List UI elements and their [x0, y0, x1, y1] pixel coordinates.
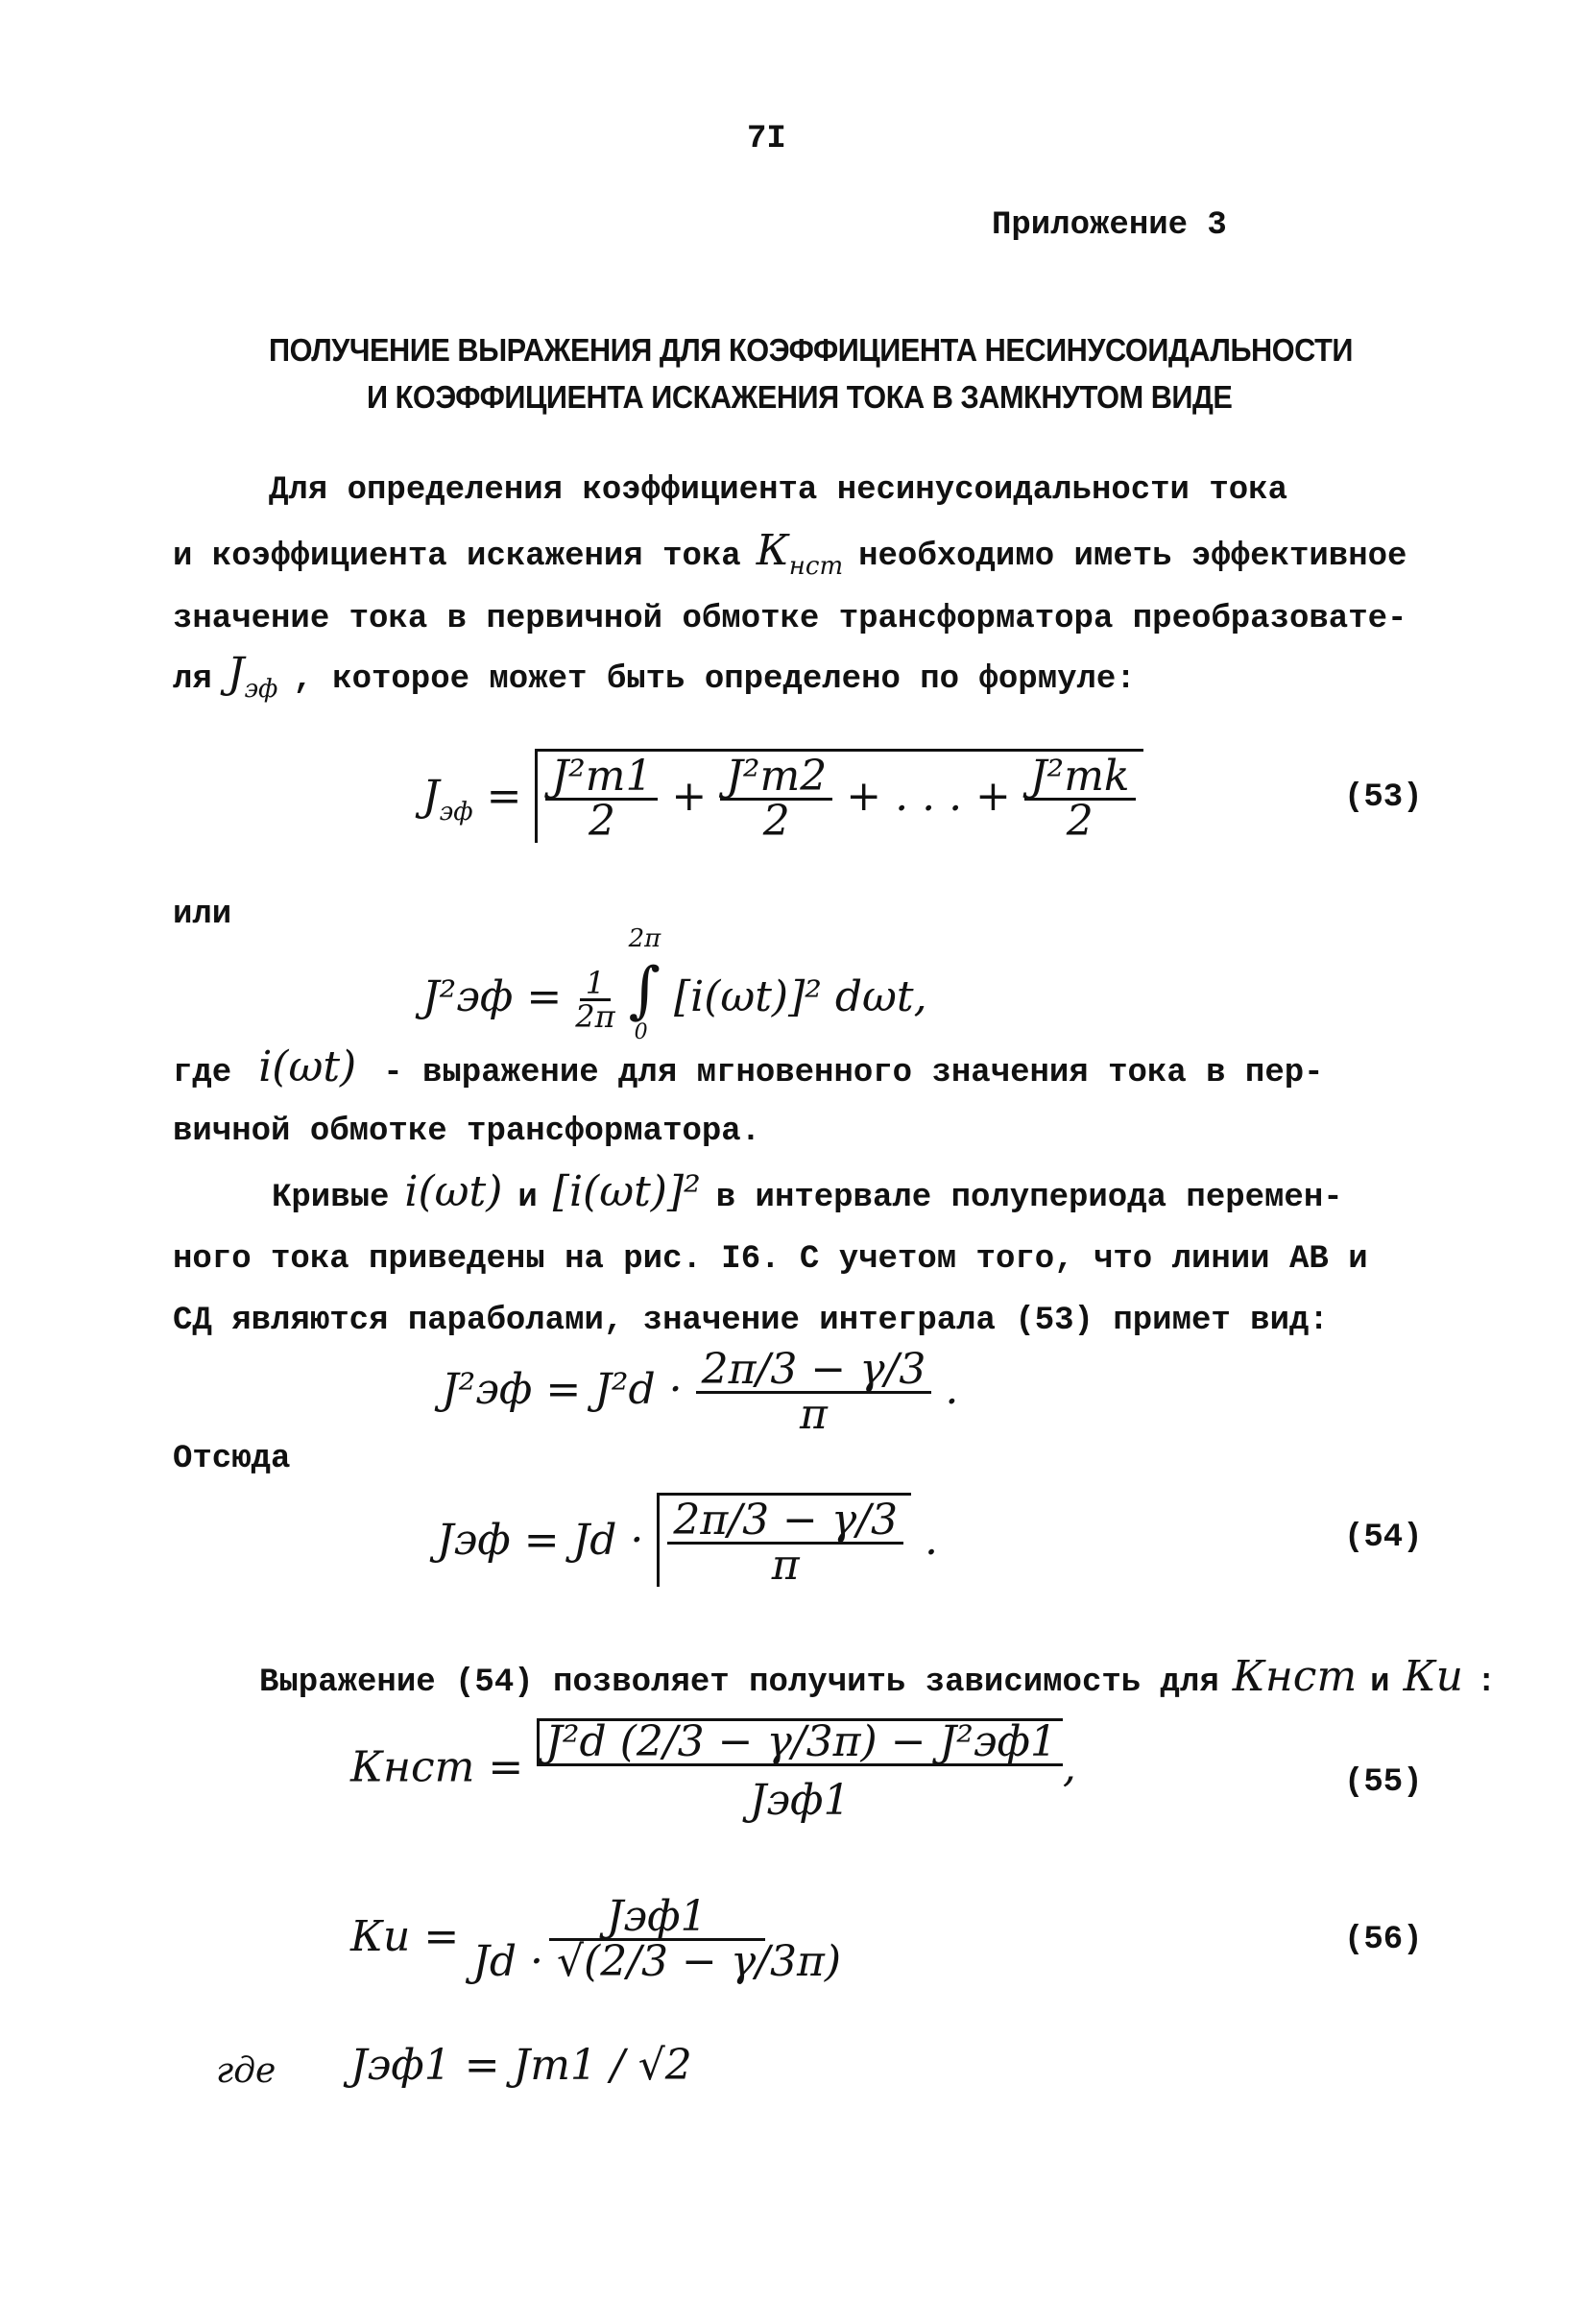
title-line-1: ПОЛУЧЕНИЕ ВЫРАЖЕНИЯ ДЛЯ КОЭФФИЦИЕНТА НЕСИНУСОИДАЛЬНОСТИ [269, 332, 1353, 368]
i-omega-t-squared: [i(ωt)]² [552, 1167, 701, 1216]
para1-line-4a: ля [173, 661, 212, 698]
para4-row [259, 1652, 1497, 1701]
equation-54-label: (54) [1344, 1520, 1423, 1556]
knst-symbol: $К_{нст}$ [756, 526, 844, 581]
para1-line-4b: , которое может быть определено по формуле: [293, 661, 1136, 698]
equation-55: Кнст = $\frac{\text{J²d (2/3 − γ/3π) − J²эф1}}{\text{Jэф1}}$ , [350, 1717, 1076, 1825]
para3-line-2: ного тока приведены на рис. I6. С учетом того, что линии AB и [173, 1241, 1368, 1278]
hence-word: Отсюда [173, 1441, 291, 1477]
para3-and: и [517, 1180, 538, 1216]
where-word: где [216, 2051, 277, 2091]
para1-line-2a: и коэффициента искажения тока [173, 539, 741, 575]
para2-line-1-row [173, 1042, 1324, 1091]
ku-symbol: Кu [1403, 1652, 1463, 1701]
para4-colon: : [1476, 1665, 1497, 1701]
equation-53: $J_{эф}$ = $\frac{\text{J²m1}}{2}$ + $\frac{\text{J²m2}}{2}$ + . . . + $\frac{\text{J²mk}}{2}$ [422, 749, 1143, 843]
para2-line-1: - выражение для мгновенного значения тока в пер- [383, 1055, 1324, 1091]
para3-line-1: в интервале полупериода перемен- [715, 1180, 1343, 1216]
para2-line-2: вичной обмотке трансформатора. [173, 1114, 761, 1150]
para1-line-2b: необходимо иметь эффективное [858, 539, 1407, 575]
para3-line-3: СД являются параболами, значение интеграла (53) примет вид: [173, 1303, 1329, 1339]
jef-symbol: $J_{эф}$ [227, 649, 278, 704]
where-expression: Jэф1 = Jm1 / √2 [350, 2041, 692, 2090]
title-line-2: И КОЭФФИЦИЕНТА ИСКАЖЕНИЯ ТОКА В ЗАМКНУТОМ ВИДЕ [367, 379, 1233, 415]
equation-56-label: (56) [1344, 1922, 1423, 1958]
para4-text: Выражение (54) позволяет получить зависимость для [259, 1665, 1219, 1701]
integral-equation: J²эф = $\frac{1}{2\pi}$ ∫ 2π 0 [i(ωt)]² dωt, [422, 924, 927, 1044]
para2-where: где [173, 1055, 232, 1091]
para1-line-4 [173, 649, 1136, 704]
equation-56: Кu = $\frac{\text{Jэф1}}{Jd \cdot √(2/3 - \gamma/3\pi)}$ [350, 1892, 842, 1986]
or-word: или [173, 897, 232, 933]
para3-line-1-row [272, 1167, 1343, 1216]
equation-53-label: (53) [1344, 779, 1423, 816]
para4-and: и [1370, 1665, 1390, 1701]
para1-line-1: Для определения коэффициента несинусоидальности тока [269, 472, 1287, 509]
knst-symbol-2: Кнст [1232, 1652, 1358, 1701]
para1-line-2 [173, 526, 1407, 581]
i-omega-t: i(ωt) [258, 1042, 357, 1091]
page-number: 7I [747, 121, 786, 157]
appendix-label: Приложение 3 [992, 207, 1227, 244]
equation-intermediate: J²эф = J²d · $\frac{2\pi/3 - \gamma/3}{\pi}$ . [442, 1345, 959, 1439]
para3-curves: Кривые [272, 1180, 390, 1216]
i-omega-t-2: i(ωt) [404, 1167, 503, 1216]
equation-54: Jэф = Jd · $\frac{2\pi/3 - \gamma/3}{\pi}$ . [437, 1493, 938, 1587]
para1-line-3: значение тока в первичной обмотке трансформатора преобразовате- [173, 601, 1407, 637]
equation-55-label: (55) [1344, 1764, 1423, 1801]
